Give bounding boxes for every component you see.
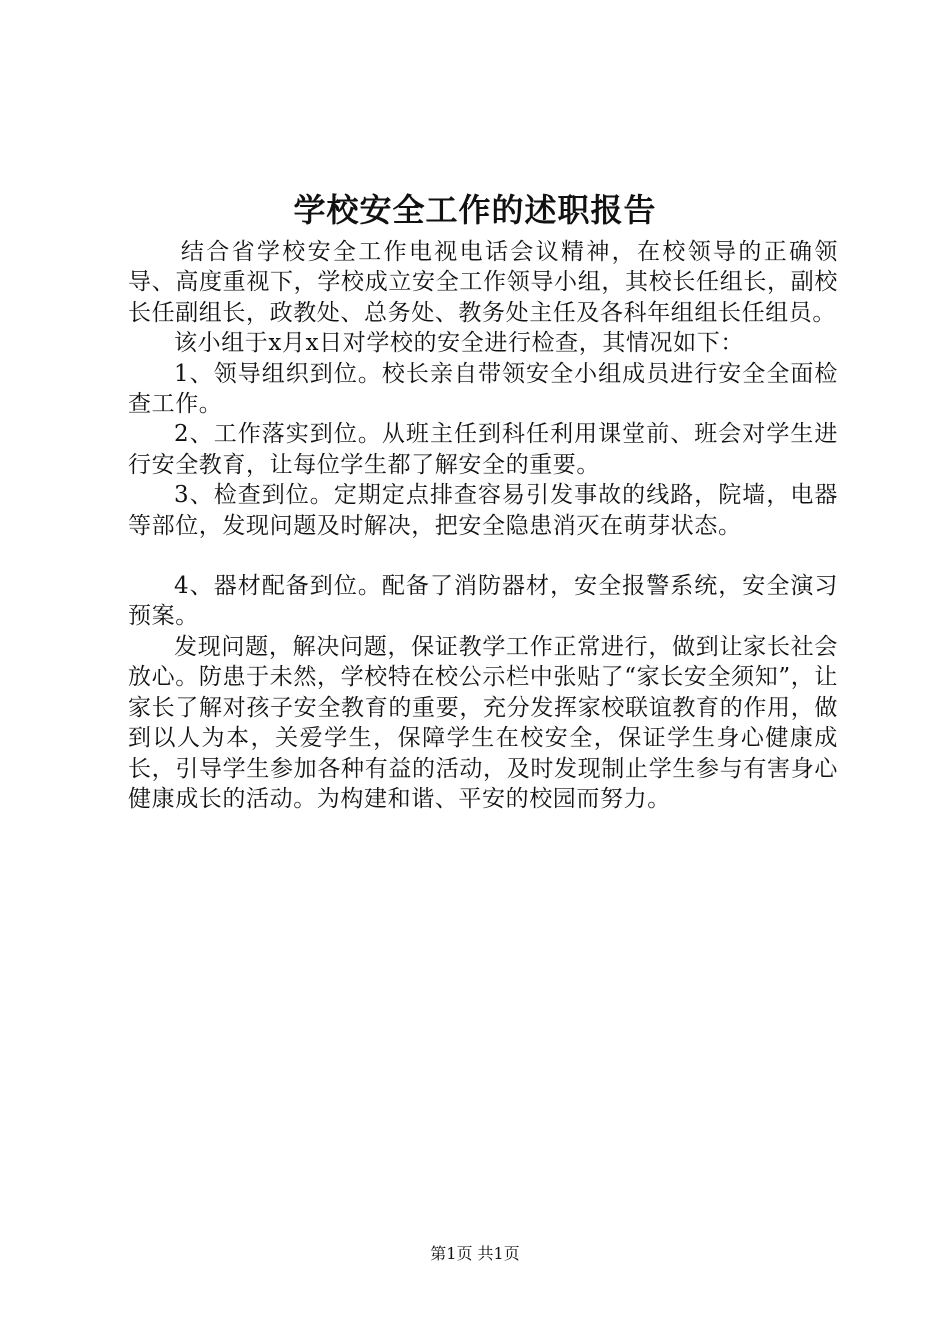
paragraph-inspection: 该小组于x月x日对学校的安全进行检查，其情况如下： [174, 330, 744, 357]
paragraph-item-1: 1、领导组织到位。校长亲自带领安全小组成员进行安全全面检查工作。 [128, 360, 838, 418]
paragraph-conclusion: 发现问题，解决问题，保证教学工作正常进行，做到让家长社会放心。防患于未然，学校特在校公示栏中张贴了“家长安全须知”，让家长了解对孩子安全教育的重要，充分发挥家校联谊教育的作用，做到以人为本，关爱学生，保障学生在校安全，保证学生身心健康成长，引导学生参加各种有益的活动，及时发现制止学生参与有害身心健康成长的活动。为构建和谐、平安的校园而努力。 [128, 633, 838, 812]
paragraph-item-3: 3、检查到位。定期定点排查容易引发事故的线路，院墙，电器等部位，发现问题及时解决，把安全隐患消灭在萌芽状态。 [128, 482, 838, 539]
document-body [128, 237, 838, 814]
document-title: 学校安全工作的述职报告 [293, 191, 657, 229]
paragraph-item-4: 4、器材配备到位。配备了消防器材，安全报警系统，安全演习预案。 [128, 573, 838, 630]
paragraph-item-2: 2、工作落实到位。从班主任到科任利用课堂前、班会对学生进行安全教育，让每位学生都了解安全的重要。 [128, 421, 838, 478]
paragraph-gap [128, 541, 838, 571]
page-footer: 第1页 共1页 [430, 1244, 520, 1263]
paragraph-intro: 结合省学校安全工作电视电话会议精神，在校领导的正确领导、高度重视下，学校成立安全工作领导小组，其校长任组长，副校长任副组长，政教处、总务处、教务处主任及各科年组组长任组员。 [128, 239, 838, 326]
